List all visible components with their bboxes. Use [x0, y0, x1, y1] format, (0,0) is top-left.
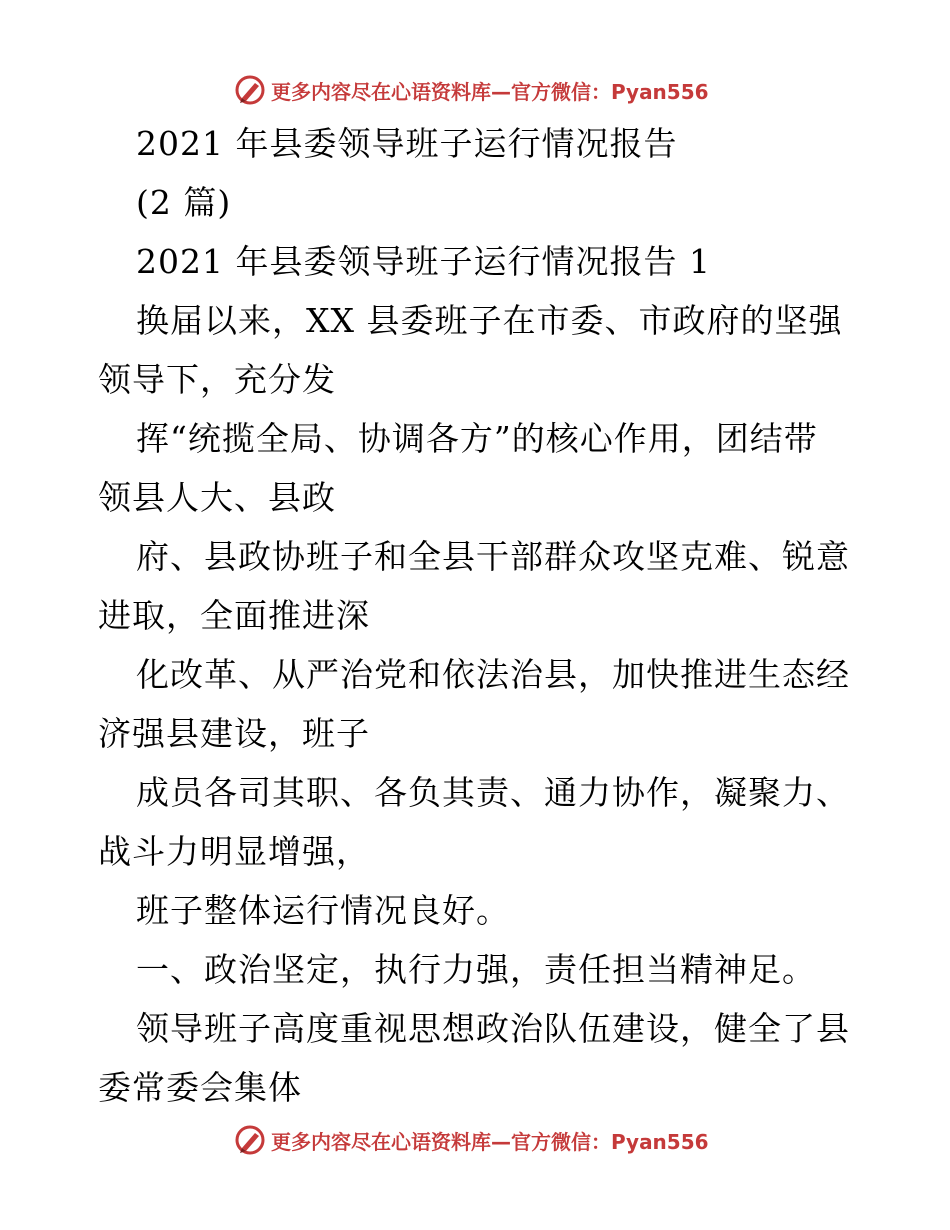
- section-heading-1: 一、政治坚定，执行力强，责任担当精神足。: [136, 950, 816, 989]
- paragraph-line: 进取，全面推进深: [98, 596, 370, 635]
- paragraph-line: 府、县政协班子和全县干部群众攻坚克难、锐意: [136, 537, 850, 576]
- paragraph-line: 班子整体运行情况良好。: [136, 891, 510, 930]
- document-body: [98, 124, 858, 1130]
- paragraph-line: 化改革、从严治党和依法治县，加快推进生态经: [136, 655, 850, 694]
- document-subtitle: (2 篇): [136, 183, 232, 222]
- footer-watermark: [233, 1120, 709, 1160]
- paragraph-line: 领导下，充分发: [98, 360, 336, 399]
- paragraph-line: 领导班子高度重视思想政治队伍建设，健全了县: [136, 1009, 850, 1048]
- watermark-text: 更多内容尽在心语资料库—官方微信：Pyan556: [271, 1129, 709, 1154]
- paragraph-line: 换届以来，XX 县委班子在市委、市政府的坚强: [136, 301, 843, 340]
- paragraph-line: 战斗力明显增强，: [98, 832, 370, 871]
- watermark-text: 更多内容尽在心语资料库—官方微信：Pyan556: [271, 79, 709, 104]
- paragraph-line: 成员各司其职、各负其责、通力协作，凝聚力、: [136, 773, 850, 812]
- pen-logo-icon: [233, 73, 267, 107]
- section-heading: 2021 年县委领导班子运行情况报告 1: [136, 242, 711, 281]
- document-title: 2021 年县委领导班子运行情况报告: [136, 124, 678, 163]
- paragraph-line: 济强县建设，班子: [98, 714, 370, 753]
- pen-logo-icon: [233, 1123, 267, 1157]
- header-watermark: [233, 70, 709, 110]
- paragraph-line: 委常委会集体: [98, 1068, 302, 1107]
- paragraph-line: 挥“统揽全局、协调各方”的核心作用，团结带: [136, 419, 818, 458]
- paragraph-line: 领县人大、县政: [98, 478, 336, 517]
